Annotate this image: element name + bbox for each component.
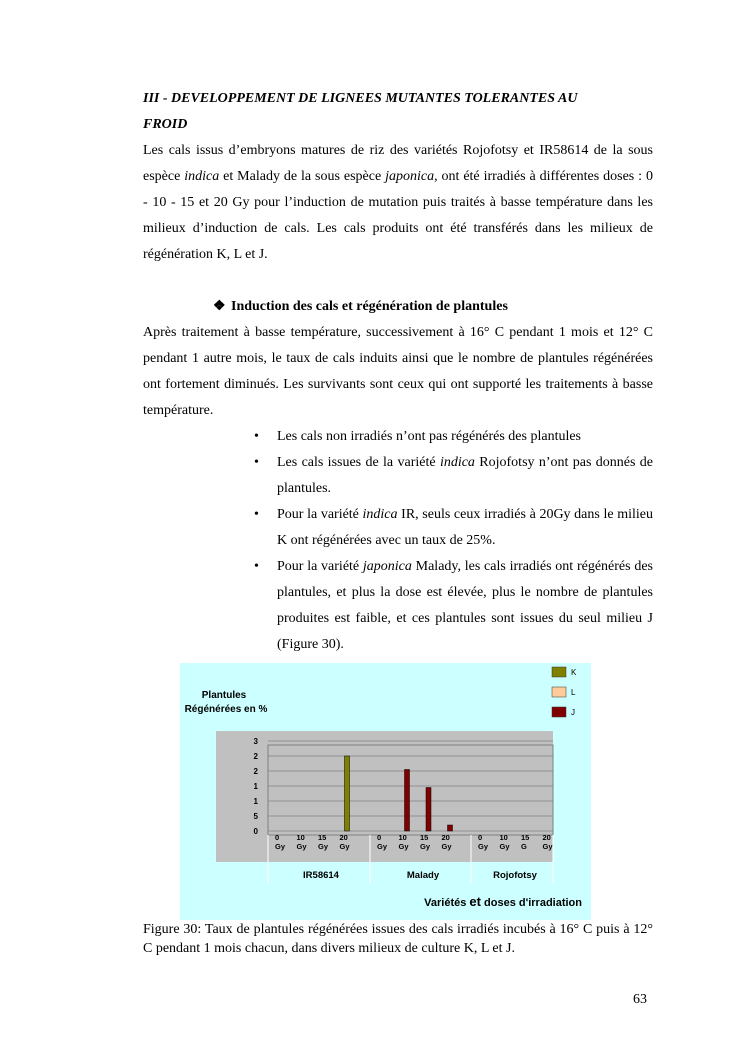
bullet-italic: indica xyxy=(362,507,398,522)
bullet-text: Malady, les cals irradiés ont régénérés des plantules, et plus la dose est élevée, plus le nombre de plantules produites est faible, et ces plantules sont issues du seul milieu J (Figure 30). xyxy=(277,559,653,652)
x-tick-label: 10 xyxy=(398,833,407,842)
subsection-title-text: Induction des cals et régénération de plantules xyxy=(231,299,508,314)
x-tick-label: 20 xyxy=(542,833,551,842)
x-tick-label: 20 xyxy=(339,833,348,842)
chart-svg xyxy=(180,663,591,920)
section-heading xyxy=(143,86,653,138)
y-axis-label-line2: Régénérées en % xyxy=(184,704,268,715)
y-tick-label: 2 xyxy=(253,752,258,761)
diamond-bullet-icon: ❖ xyxy=(213,299,226,314)
page-number: 63 xyxy=(633,992,647,1007)
subsection-title xyxy=(213,294,653,320)
bar-k xyxy=(345,756,350,831)
bullet-list xyxy=(254,424,653,658)
bar-j xyxy=(405,770,410,832)
legend-swatch-k xyxy=(552,667,566,677)
x-axis-label xyxy=(424,894,582,909)
x-tick-label: 0 xyxy=(275,833,280,842)
x-tick-label: 15 xyxy=(318,833,327,842)
bullet-dot-icon: • xyxy=(254,455,259,470)
legend-swatch-j xyxy=(552,707,566,717)
x-tick-label: Gy xyxy=(441,842,452,851)
x-tick-label: 10 xyxy=(296,833,305,842)
intro-italic-indica: indica xyxy=(184,169,220,184)
bar-j xyxy=(448,825,453,831)
plot-frame xyxy=(268,745,553,835)
x-tick-label: G xyxy=(521,842,527,851)
intro-text-2: et Malady de la sous espèce xyxy=(219,169,386,184)
bullet-dot-icon: • xyxy=(254,429,259,444)
bullet-text: Les cals non irradiés n’ont pas régénérés des plantules xyxy=(277,429,582,444)
subsection-paragraph: Après traitement à basse température, successivement à 16° C pendant 1 mois et 12° C pendant 1 autre mois, le taux de cals induits ainsi que le nombre de plantules régénérées ont fortement diminués. Les survivants sont ceux qui ont supporté les traitements à basse température. xyxy=(143,325,653,418)
bar-j xyxy=(426,788,431,832)
list-item xyxy=(254,502,653,554)
group-label: IR58614 xyxy=(303,870,339,881)
x-tick-label: Gy xyxy=(478,842,489,851)
legend-label: K xyxy=(571,668,577,677)
y-tick-label: 0 xyxy=(253,827,258,836)
y-axis-label-line1: Plantules xyxy=(201,690,247,701)
y-tick-label: 3 xyxy=(253,737,258,746)
figure-caption: Figure 30: Taux de plantules régénérées issues des cals irradiés incubés à 16° C puis à 12° C pendant 1 mois chacun, dans divers milieux de culture K, L et J. xyxy=(143,922,653,956)
x-tick-label: Gy xyxy=(398,842,409,851)
bullet-dot-icon: • xyxy=(254,507,259,522)
x-tick-label: Gy xyxy=(318,842,329,851)
x-tick-label: Gy xyxy=(296,842,307,851)
y-tick-label: 1 xyxy=(253,782,258,791)
legend xyxy=(552,667,577,717)
y-tick-label: 1 xyxy=(253,797,258,806)
list-item xyxy=(254,424,653,450)
bullet-text: Rojofotsy n’ont pas donnés de plantules. xyxy=(277,455,654,496)
bullet-text: Les cals issues de la variété xyxy=(277,455,440,470)
figure-30-chart xyxy=(180,663,591,920)
x-tick-label: 0 xyxy=(377,833,382,842)
y-tick-label: 5 xyxy=(253,812,258,821)
x-tick-label: Gy xyxy=(339,842,350,851)
bullet-dot-icon: • xyxy=(254,559,259,574)
list-item xyxy=(254,554,653,658)
intro-text-1: Les cals issus d’embryons matures de riz des variétés Rojofotsy et IR58614 de la sous espèce xyxy=(143,143,653,184)
x-axis-label-part3: doses d'irradiation xyxy=(480,897,582,909)
x-tick-label: Gy xyxy=(420,842,431,851)
bullet-text: IR, seuls ceux irradiés à 20Gy dans le milieu K ont régénérées avec un taux de 25%. xyxy=(277,507,653,548)
x-tick-label: 15 xyxy=(521,833,530,842)
section-heading-line1: III - DEVELOPPEMENT DE LIGNEES MUTANTES TOLERANTES AU xyxy=(143,91,578,106)
x-axis-label-part1: Variétés xyxy=(424,897,470,909)
legend-swatch-l xyxy=(552,687,566,697)
intro-text-3: , ont été irradiés à différentes doses : 0 - 10 - 15 et 20 Gy pour l’induction de mutation puis traités à basse température dans les milieux d’induction de cals. Les cals produits ont été transférés dans les milieux de régénération K, L et J. xyxy=(143,169,653,262)
x-tick-label: Gy xyxy=(542,842,553,851)
x-tick-label: 10 xyxy=(499,833,508,842)
group-label: Malady xyxy=(406,870,440,881)
x-tick-label: Gy xyxy=(499,842,510,851)
x-axis-label-part2: et xyxy=(469,894,481,909)
x-tick-label: 0 xyxy=(478,833,483,842)
x-tick-label: 15 xyxy=(420,833,429,842)
x-tick-label: 20 xyxy=(441,833,450,842)
bullet-italic: japonica xyxy=(362,559,412,574)
intro-italic-japonica: japonica xyxy=(385,169,435,184)
x-tick-label: Gy xyxy=(275,842,286,851)
bullet-text: Pour la variété xyxy=(277,507,363,522)
y-tick-label: 2 xyxy=(253,767,258,776)
group-label: Rojofotsy xyxy=(493,870,537,881)
bullet-text: Pour la variété xyxy=(277,559,363,574)
intro-paragraph xyxy=(143,138,653,268)
x-tick-label: Gy xyxy=(377,842,388,851)
legend-label: L xyxy=(571,688,576,697)
bullet-italic: indica xyxy=(439,455,475,470)
section-heading-line2: FROID xyxy=(143,117,188,132)
list-item xyxy=(254,450,653,502)
page-body xyxy=(143,86,653,658)
legend-label: J xyxy=(571,708,575,717)
